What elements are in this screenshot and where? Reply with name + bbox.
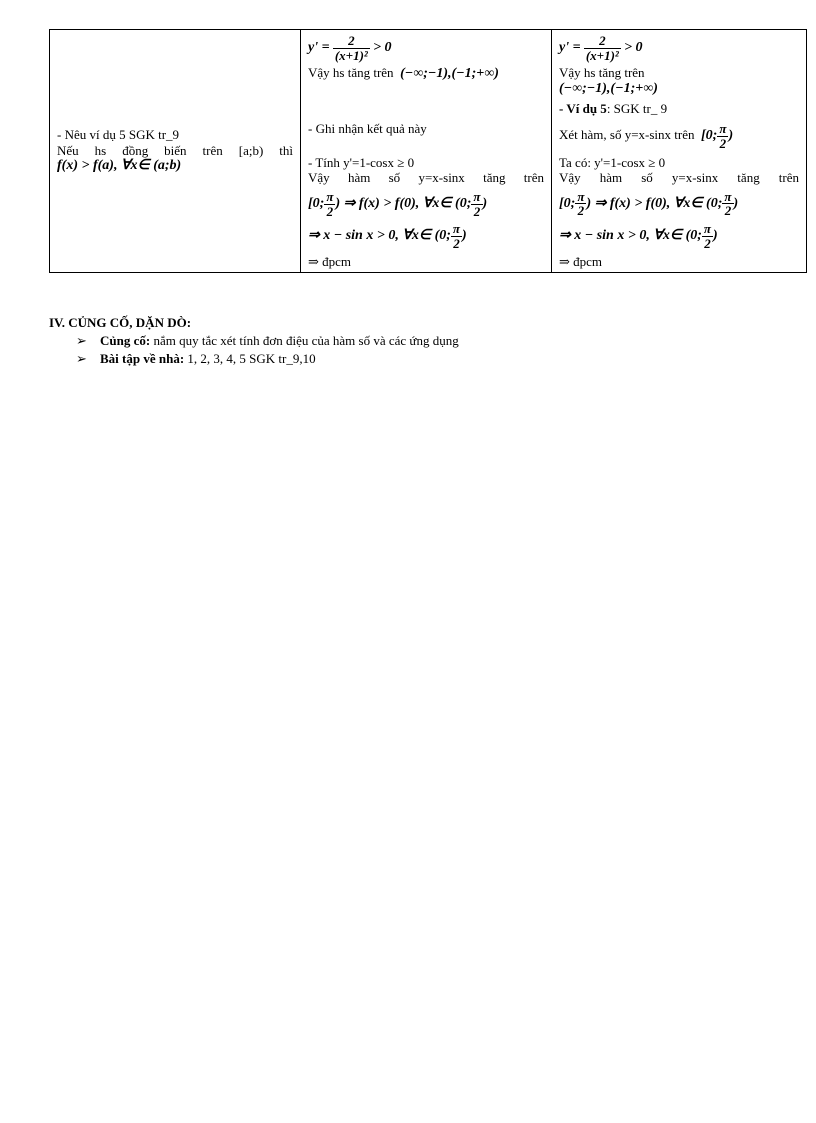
implication-2: ⇒ x − sin x > 0, ∀x∈ (0; $\frac{\pi}{2}$ ) xyxy=(559,221,718,251)
example-ref: - Nêu ví dụ 5 SGK tr_9 xyxy=(57,127,180,143)
consider-function: Xét hàm, số y=x-sinx trên [0; $\frac{\pi}{2}$ ) xyxy=(559,121,734,151)
arrow-bullet-icon: ➢ xyxy=(76,333,87,348)
student-activity-cell xyxy=(301,30,552,273)
increasing-label: Vậy hs tăng trên xyxy=(559,65,645,81)
implication-1: [0; $\frac{\pi}{2}$ ) ⇒ f(x) > f(0), ∀x∈ (0; $\frac{\pi}{2}$ ) xyxy=(308,188,488,219)
qed: ⇒ đpcm xyxy=(308,254,352,270)
implication-1: [0; $\frac{\pi}{2}$ ) ⇒ f(x) > f(0), ∀x∈ (0; $\frac{\pi}{2}$ ) xyxy=(559,188,739,219)
qed: ⇒ đpcm xyxy=(559,254,603,270)
implication-2: ⇒ x − sin x > 0, ∀x∈ (0; $\frac{\pi}{2}$ ) xyxy=(308,221,467,251)
homework-label: Bài tập về nhà: xyxy=(100,351,185,366)
lesson-table xyxy=(49,29,807,273)
arrow-bullet-icon: ➢ xyxy=(76,351,87,366)
list-item xyxy=(76,351,316,367)
consolidate-text: nắm quy tắc xét tính đơn điệu của hàm số và các ứng dụng xyxy=(150,333,459,348)
conclusion-text: Vậy hàm số y=x-sinx tăng trên xyxy=(308,170,544,186)
derivative-formula: y' = $\frac{2}{\text{(x+1)²}}$ > 0 xyxy=(308,33,392,63)
content-cell xyxy=(552,30,807,273)
section-heading: IV. CỦNG CỐ, DẶN DÒ: xyxy=(49,315,192,330)
homework-text: 1, 2, 3, 4, 5 SGK tr_9,10 xyxy=(184,351,316,366)
example-heading: - Ví dụ 5: SGK tr_ 9 xyxy=(559,100,668,116)
teacher-activity-cell xyxy=(50,30,301,273)
list-item xyxy=(76,333,459,349)
compute-derivative: Ta có: y'=1-cosx ≥ 0 xyxy=(559,154,666,170)
increasing-intervals: Vậy hs tăng trên (−∞;−1),(−1;+∞) xyxy=(308,65,499,82)
derivative-formula: y' = $\frac{2}{\text{(x+1)²}}$ > 0 xyxy=(559,33,643,63)
consolidate-label: Củng cố: xyxy=(100,333,151,348)
table-row xyxy=(50,30,807,273)
conclusion-text: Vậy hàm số y=x-sinx tăng trên xyxy=(559,170,799,186)
theorem-statement: Nếu hs đồng biến trên [a;b) thì xyxy=(57,142,293,158)
note-result: - Ghi nhận kết quả này xyxy=(308,121,427,137)
compute-derivative: - Tính y'=1-cosx ≥ 0 xyxy=(308,154,415,170)
increasing-intervals: (−∞;−1),(−1;+∞) xyxy=(559,80,658,96)
theorem-formula: f(x) > f(a), ∀x∈ (a;b) xyxy=(57,158,182,174)
